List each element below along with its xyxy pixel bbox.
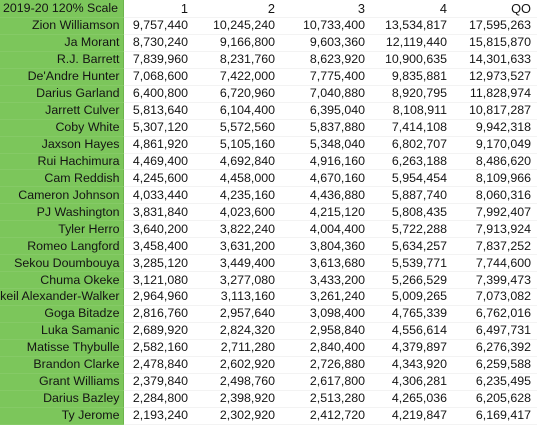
player-name-cell[interactable]: Romeo Langford [0,238,123,255]
salary-cell-qo[interactable]: 8,109,966 [453,170,537,187]
salary-cell-1[interactable]: 2,582,160 [123,339,194,356]
salary-cell-2[interactable]: 4,458,000 [194,170,281,187]
salary-cell-2[interactable]: 2,711,280 [194,339,281,356]
column-header-1[interactable]: 1 [123,0,194,18]
salary-cell-2[interactable]: 7,422,000 [194,68,281,85]
salary-cell-qo[interactable]: 9,170,049 [453,136,537,153]
salary-cell-3[interactable]: 2,840,400 [281,339,371,356]
player-name-cell[interactable]: Rui Hachimura [0,153,123,170]
salary-cell-1[interactable]: 5,813,640 [123,102,194,119]
player-name-cell[interactable]: Brandon Clarke [0,356,123,373]
salary-cell-1[interactable]: 3,640,200 [123,221,194,238]
salary-cell-2[interactable]: 6,104,400 [194,102,281,119]
salary-cell-qo[interactable]: 7,992,407 [453,204,537,221]
salary-cell-3[interactable]: 10,733,400 [281,18,371,35]
player-name-cell[interactable]: Grant Williams [0,373,123,390]
salary-cell-2[interactable]: 5,572,560 [194,119,281,136]
salary-cell-3[interactable]: 3,098,400 [281,305,371,322]
table-row [0,407,537,424]
salary-cell-qo[interactable]: 8,486,620 [453,153,537,170]
salary-cell-1[interactable]: 5,307,120 [123,119,194,136]
salary-cell-3[interactable]: 3,433,200 [281,272,371,289]
salary-cell-3[interactable]: 9,603,360 [281,34,371,51]
salary-cell-2[interactable]: 9,166,800 [194,34,281,51]
table-row [0,373,537,390]
salary-cell-1[interactable]: 3,121,080 [123,272,194,289]
header-row [0,0,537,18]
salary-cell-1[interactable]: 7,839,960 [123,51,194,68]
player-name-cell[interactable]: Cam Reddish [0,170,123,187]
table-row [0,322,537,339]
salary-cell-1[interactable]: 2,193,240 [123,407,194,424]
salary-cell-3[interactable]: 6,395,040 [281,102,371,119]
salary-cell-4[interactable]: 5,539,771 [371,255,453,272]
salary-cell-1[interactable]: 3,831,840 [123,204,194,221]
salary-cell-qo[interactable]: 7,913,924 [453,221,537,238]
salary-cell-4[interactable]: 4,306,281 [371,373,453,390]
salary-cell-4[interactable]: 6,263,188 [371,153,453,170]
player-name-cell[interactable]: Luka Samanic [0,322,123,339]
salary-cell-3[interactable]: 4,215,120 [281,204,371,221]
player-name-cell[interactable]: Cameron Johnson [0,187,123,204]
salary-cell-qo[interactable]: 8,060,316 [453,187,537,204]
salary-cell-4[interactable]: 4,219,847 [371,407,453,424]
salary-cell-4[interactable]: 5,266,529 [371,272,453,289]
salary-cell-qo[interactable]: 10,817,287 [453,102,537,119]
player-name-cell[interactable]: Ty Jerome [0,407,123,424]
player-name-cell[interactable]: De'Andre Hunter [0,68,123,85]
column-header-qo[interactable]: QO [453,0,537,18]
column-header-3[interactable]: 3 [281,0,371,18]
table-row [0,289,537,306]
salary-cell-1[interactable]: 6,400,800 [123,85,194,102]
salary-cell-2[interactable]: 4,692,840 [194,153,281,170]
table-row [0,272,537,289]
salary-cell-4[interactable]: 13,534,817 [371,18,453,35]
salary-cell-1[interactable]: 3,458,400 [123,238,194,255]
salary-cell-1[interactable]: 4,033,440 [123,187,194,204]
salary-cell-3[interactable]: 4,916,160 [281,153,371,170]
salary-cell-4[interactable]: 5,722,288 [371,221,453,238]
salary-cell-qo[interactable]: 15,815,870 [453,34,537,51]
salary-cell-3[interactable]: 4,670,160 [281,170,371,187]
salary-cell-3[interactable]: 7,040,880 [281,85,371,102]
player-name-cell[interactable]: Matisse Thybulle [0,339,123,356]
table-row [0,85,537,102]
salary-cell-qo[interactable]: 7,399,473 [453,272,537,289]
salary-cell-qo[interactable]: 6,169,417 [453,407,537,424]
salary-cell-3[interactable]: 3,261,240 [281,289,371,306]
table-row [0,339,537,356]
table-row [0,390,537,407]
salary-cell-qo[interactable]: 6,276,392 [453,339,537,356]
salary-cell-2[interactable]: 10,245,240 [194,18,281,35]
salary-cell-2[interactable]: 4,023,600 [194,204,281,221]
salary-cell-3[interactable]: 2,513,280 [281,390,371,407]
salary-cell-qo[interactable]: 11,828,974 [453,85,537,102]
salary-cell-qo[interactable]: 9,942,318 [453,119,537,136]
salary-cell-3[interactable]: 4,004,400 [281,221,371,238]
player-name-cell[interactable]: Chuma Okeke [0,272,123,289]
salary-cell-3[interactable]: 3,613,680 [281,255,371,272]
table-row [0,68,537,85]
salary-cell-qo[interactable]: 6,762,016 [453,305,537,322]
table-row [0,221,537,238]
salary-cell-2[interactable]: 2,498,760 [194,373,281,390]
salary-cell-4[interactable]: 10,900,635 [371,51,453,68]
player-name-cell[interactable]: PJ Washington [0,204,123,221]
player-name-cell[interactable]: Jarrett Culver [0,102,123,119]
salary-cell-4[interactable]: 4,265,036 [371,390,453,407]
salary-cell-1[interactable]: 8,730,240 [123,34,194,51]
salary-cell-4[interactable]: 5,954,454 [371,170,453,187]
salary-cell-4[interactable]: 5,009,265 [371,289,453,306]
player-name-cell[interactable]: keil Alexander-Walker [0,289,123,306]
salary-cell-1[interactable]: 7,068,600 [123,68,194,85]
table-row [0,136,537,153]
table-row [0,204,537,221]
salary-cell-1[interactable]: 9,757,440 [123,18,194,35]
salary-cell-2[interactable]: 3,113,160 [194,289,281,306]
salary-cell-1[interactable]: 3,285,120 [123,255,194,272]
salary-cell-1[interactable]: 4,861,920 [123,136,194,153]
salary-cell-4[interactable]: 4,765,339 [371,305,453,322]
player-name-cell[interactable]: Zion Williamson [0,18,123,35]
salary-cell-2[interactable]: 3,631,200 [194,238,281,255]
salary-cell-1[interactable]: 2,964,960 [123,289,194,306]
salary-cell-3[interactable]: 2,617,800 [281,373,371,390]
salary-cell-qo[interactable]: 6,235,495 [453,373,537,390]
player-name-cell[interactable]: R.J. Barrett [0,51,123,68]
sheet-title-cell[interactable]: 2019-20 120% Scale [0,0,123,18]
salary-cell-2[interactable]: 6,720,960 [194,85,281,102]
salary-cell-qo[interactable]: 12,973,527 [453,68,537,85]
salary-cell-3[interactable]: 4,436,880 [281,187,371,204]
table-row [0,153,537,170]
salary-cell-1[interactable]: 4,469,400 [123,153,194,170]
salary-cell-1[interactable]: 2,284,800 [123,390,194,407]
salary-cell-3[interactable]: 7,775,400 [281,68,371,85]
player-name-cell[interactable]: Darius Garland [0,85,123,102]
player-name-cell[interactable]: Tyler Herro [0,221,123,238]
salary-cell-4[interactable]: 5,808,435 [371,204,453,221]
player-name-cell[interactable]: Ja Morant [0,34,123,51]
table-row [0,51,537,68]
salary-cell-4[interactable]: 4,379,897 [371,339,453,356]
salary-cell-2[interactable]: 3,822,240 [194,221,281,238]
salary-cell-qo[interactable]: 17,595,263 [453,18,537,35]
salary-cell-1[interactable]: 2,478,840 [123,356,194,373]
player-name-cell[interactable]: Sekou Doumbouya [0,255,123,272]
player-name-cell[interactable]: Darius Bazley [0,390,123,407]
player-name-cell[interactable]: Coby White [0,119,123,136]
player-name-cell[interactable]: Jaxson Hayes [0,136,123,153]
salary-cell-1[interactable]: 2,689,920 [123,322,194,339]
salary-cell-3[interactable]: 8,623,920 [281,51,371,68]
salary-cell-2[interactable]: 8,231,760 [194,51,281,68]
salary-cell-4[interactable]: 5,887,740 [371,187,453,204]
player-name-cell[interactable]: Goga Bitadze [0,305,123,322]
salary-cell-4[interactable]: 5,634,257 [371,238,453,255]
salary-cell-qo[interactable]: 7,744,600 [453,255,537,272]
salary-cell-3[interactable]: 5,348,040 [281,136,371,153]
salary-cell-2[interactable]: 3,449,400 [194,255,281,272]
salary-cell-qo[interactable]: 6,205,628 [453,390,537,407]
salary-cell-qo[interactable]: 6,497,731 [453,322,537,339]
salary-cell-2[interactable]: 4,235,160 [194,187,281,204]
column-header-2[interactable]: 2 [194,0,281,18]
table-row [0,187,537,204]
salary-cell-1[interactable]: 2,816,760 [123,305,194,322]
salary-cell-1[interactable]: 4,245,600 [123,170,194,187]
salary-cell-qo[interactable]: 7,073,082 [453,289,537,306]
salary-cell-2[interactable]: 2,602,920 [194,356,281,373]
salary-cell-4[interactable]: 7,414,108 [371,119,453,136]
salary-cell-2[interactable]: 2,302,920 [194,407,281,424]
table-row [0,102,537,119]
salary-cell-3[interactable]: 3,804,360 [281,238,371,255]
salary-cell-qo[interactable]: 7,837,252 [453,238,537,255]
table-row [0,356,537,373]
salary-cell-2[interactable]: 2,824,320 [194,322,281,339]
table-row [0,34,537,51]
salary-cell-3[interactable]: 5,837,880 [281,119,371,136]
table-row [0,238,537,255]
table-row [0,305,537,322]
table-row [0,170,537,187]
salary-cell-3[interactable]: 2,726,880 [281,356,371,373]
salary-cell-2[interactable]: 3,277,080 [194,272,281,289]
salary-cell-2[interactable]: 2,957,640 [194,305,281,322]
salary-cell-4[interactable]: 6,802,707 [371,136,453,153]
salary-cell-2[interactable]: 5,105,160 [194,136,281,153]
salary-cell-4[interactable]: 4,556,614 [371,322,453,339]
salary-cell-4[interactable]: 9,835,881 [371,68,453,85]
salary-cell-4[interactable]: 12,119,440 [371,34,453,51]
column-header-4[interactable]: 4 [371,0,453,18]
salary-cell-4[interactable]: 8,108,911 [371,102,453,119]
salary-cell-3[interactable]: 2,412,720 [281,407,371,424]
salary-cell-4[interactable]: 8,920,795 [371,85,453,102]
table-row [0,18,537,35]
salary-cell-qo[interactable]: 14,301,633 [453,51,537,68]
salary-cell-4[interactable]: 4,343,920 [371,356,453,373]
table-row [0,255,537,272]
table-row [0,119,537,136]
salary-cell-2[interactable]: 2,398,920 [194,390,281,407]
salary-cell-qo[interactable]: 6,259,588 [453,356,537,373]
salary-cell-3[interactable]: 2,958,840 [281,322,371,339]
salary-cell-1[interactable]: 2,379,840 [123,373,194,390]
